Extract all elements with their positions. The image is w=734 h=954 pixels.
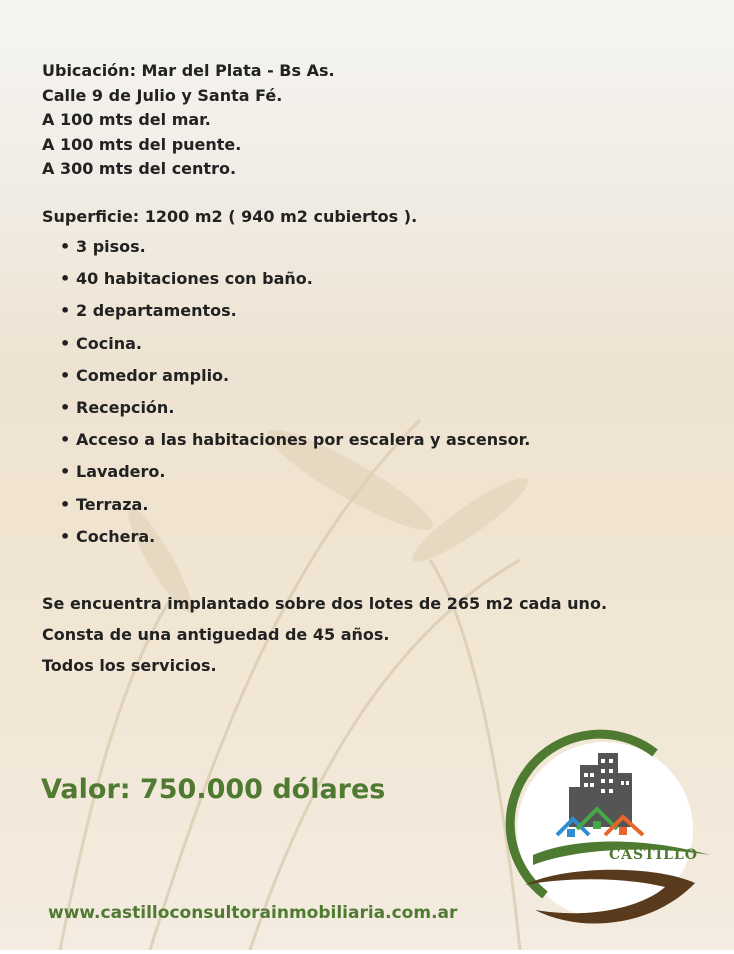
features-list xyxy=(60,235,530,557)
surface-text: Superficie: 1200 m2 ( 940 m2 cubiertos ). xyxy=(42,207,418,226)
location-line: Ubicación: Mar del Plata - Bs As. xyxy=(42,61,335,80)
list-item xyxy=(60,299,530,331)
feature-text: Terraza. xyxy=(76,494,149,514)
bullet-icon: • xyxy=(60,365,71,385)
list-item xyxy=(60,235,530,267)
location-block xyxy=(42,59,335,182)
list-item xyxy=(60,460,530,492)
list-item xyxy=(60,364,530,396)
extra-line: Consta de una antiguedad de 45 años. xyxy=(42,625,390,644)
logo-brand-text: CASTILLO xyxy=(609,847,698,863)
feature-text: Comedor amplio. xyxy=(76,365,230,385)
location-line: A 100 mts del puente. xyxy=(42,134,242,154)
location-line: A 100 mts del mar. xyxy=(42,110,211,129)
feature-text: 40 habitaciones con baño. xyxy=(76,269,313,289)
logo-graphic xyxy=(505,725,715,940)
feature-text: 2 departamentos. xyxy=(76,301,237,321)
feature-text: 3 pisos. xyxy=(76,237,146,256)
location-line: Calle 9 de Julio y Santa Fé. xyxy=(42,85,283,105)
list-item xyxy=(60,332,530,364)
bullet-icon: • xyxy=(60,494,71,514)
list-item xyxy=(60,267,530,299)
feature-text: Lavadero. xyxy=(76,462,166,482)
extra-line: Todos los servicios. xyxy=(42,656,217,675)
bullet-icon: • xyxy=(60,397,71,417)
feature-text: Cochera. xyxy=(76,526,156,546)
feature-text: Acceso a las habitaciones por escalera y ascensor. xyxy=(76,430,531,450)
list-item xyxy=(60,428,530,460)
price-text: Valor: 750.000 dólares xyxy=(41,774,386,805)
list-item xyxy=(60,525,530,557)
list-item xyxy=(60,396,530,428)
extra-info-block xyxy=(42,592,607,685)
bullet-icon: • xyxy=(60,333,71,353)
feature-text: Cocina. xyxy=(76,333,142,353)
bullet-icon: • xyxy=(60,526,71,546)
feature-text: Recepción. xyxy=(76,397,175,417)
real-estate-logo xyxy=(505,725,715,940)
bullet-icon: • xyxy=(60,237,71,256)
list-item xyxy=(60,493,530,525)
location-line: A 300 mts del centro. xyxy=(42,159,237,178)
bullet-icon: • xyxy=(60,269,71,289)
extra-line: Se encuentra implantado sobre dos lotes de 265 m2 cada uno. xyxy=(42,594,608,613)
bullet-icon: • xyxy=(60,430,71,450)
bullet-icon: • xyxy=(60,301,71,321)
bullet-icon: • xyxy=(60,462,71,482)
website-link[interactable]: www.castilloconsultorainmobiliaria.com.ar xyxy=(48,903,458,923)
